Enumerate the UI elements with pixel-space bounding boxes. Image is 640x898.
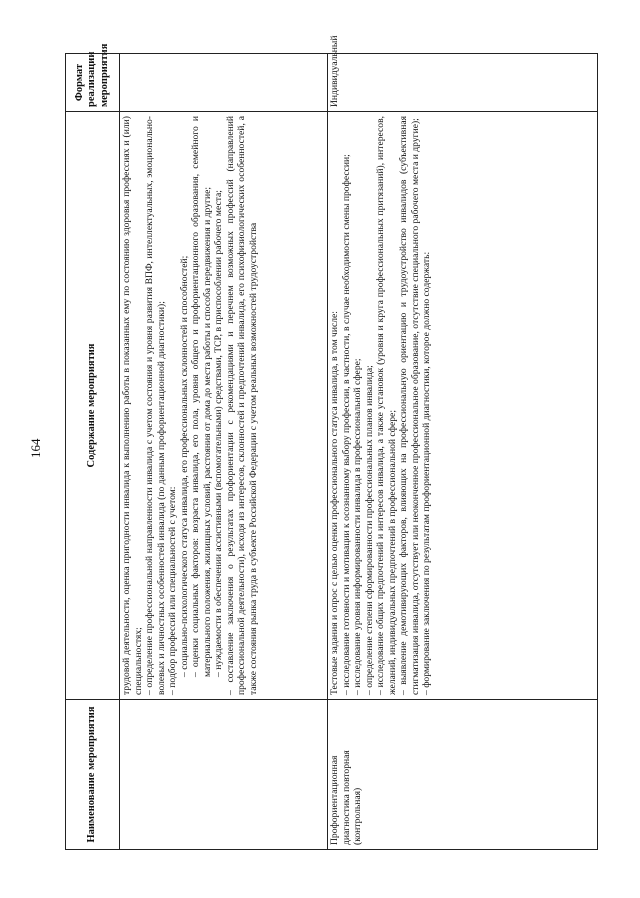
- header-format: Формат реализации мероприятия: [66, 54, 120, 112]
- row-2-format: Индивидуальный: [328, 54, 598, 112]
- content-line: – определение профессиональной направленности инвалида с учетом состояния и уровня развития ВПФ, интеллектуальных, эмоционально-волевых и личностных особенностей инвалида (по данным профориентационной диагностики);: [144, 116, 167, 695]
- content-line: – формирование заключения по результатам профориентационной диагностики, которое должно содержать:: [421, 251, 432, 695]
- measures-table: [65, 35, 598, 850]
- content-line: – нуждаемости в обеспечении ассистивными (вспомогательными) средствами, ТСР, в приспособлении рабочего места;: [213, 190, 224, 677]
- table-row: [328, 54, 598, 850]
- content-line: – исследование уровня информированности инвалида в профессиональной сфере;: [352, 358, 363, 695]
- content-line: – социально-психологического статуса инвалида, его профессиональных склонностей и способностей;: [178, 255, 190, 677]
- page-number: 164: [28, 438, 43, 458]
- content-line: – исследование готовности и мотивации к осознанному выбору профессии, в частности, в случае необходимости смены профессии;: [340, 154, 352, 695]
- content-line: – составление заключения о результатах профориентации с рекомендациями и перечнем возможных профессий (направлений профессиональной деятельности), исходя из интересов, склонностей и предпочтений инвалида, его психофизиологических особенностей, а также состояния рынка труда в субъекте Российской Федерации с учетом реальных возможностей трудоустройства: [224, 116, 259, 695]
- content-line: – определение степени сформированности профессиональных планов инвалида;: [363, 365, 375, 695]
- header-content: Содержание мероприятия: [66, 112, 120, 700]
- row-1-format: [120, 54, 328, 112]
- content-line: – выявление демотивирующих факторов, влияющих на профессиональную ориентацию и трудоустройство инвалидов (субъективная стигматизация инвалида, отсутствует или неоконченное профессиональное образование, отсутствие специального рабочего места и другие);: [398, 116, 421, 695]
- row-1-name: [120, 700, 328, 850]
- content-line: трудовой деятельности, оценка пригодности инвалида к выполнению работы в показанных ему по состоянию здоровья профессиях и (или) специальностях;: [121, 116, 144, 695]
- content-line: Тестовые задания и опрос с целью оценки профессионального статуса инвалида, в том числе:: [329, 311, 340, 695]
- table-header-row: [66, 54, 120, 850]
- row-2-name: Профориентационная диагностика повторная (контрольная): [328, 700, 598, 850]
- content-line: – оценки социальных факторов: возраста инвалида, его пола, уровня общего и профориентационного образования, семейного и материального положения, жилищных условий, расстояния от дома до места работы и способа передвижения и другие;: [190, 116, 213, 677]
- row-2-content: [328, 112, 598, 700]
- row-1-content: [120, 112, 328, 700]
- content-line: – подбор профессий или специальностей с учетом:: [167, 486, 178, 695]
- table-row: [120, 54, 328, 850]
- content-line: – исследование общих предпочтений и интересов инвалида, а также установок (уровня и круга профессиональных притязаний), интересов, желаний, индивидуальных предпочтений в профессиональной сфере;: [375, 116, 398, 695]
- header-name: Наименование мероприятия: [66, 700, 120, 850]
